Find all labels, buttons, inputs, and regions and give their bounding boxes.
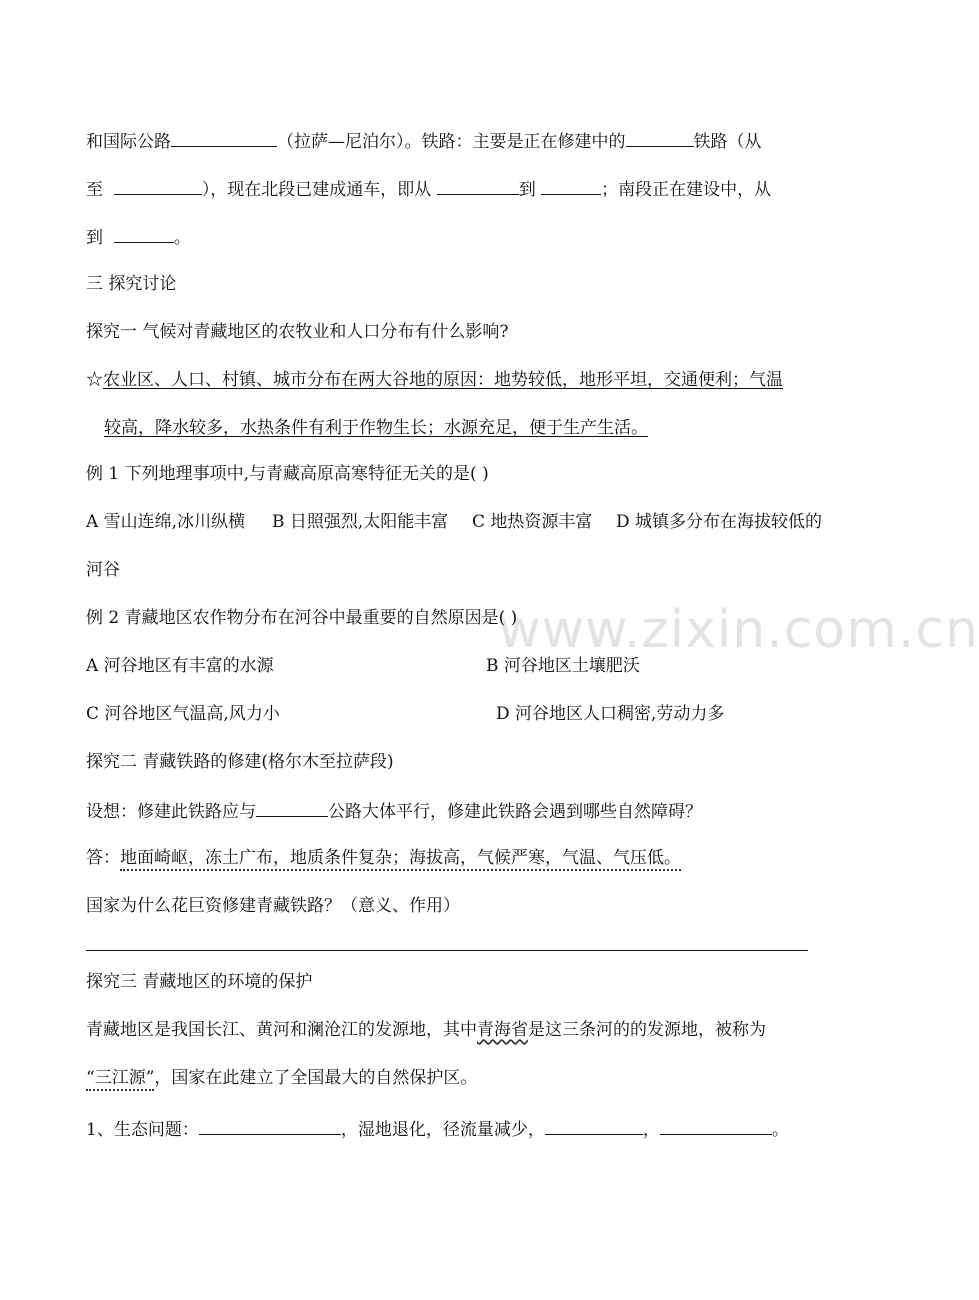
text: （拉萨—尼泊尔）。铁路：主要是正在修建中的 xyxy=(277,132,626,152)
text: ，湿地退化，径流量减少， xyxy=(340,1120,545,1140)
fill-blank[interactable] xyxy=(437,176,519,195)
answer-text: 农业区、人口、村镇、城市分布在两大谷地的原因：地势较低，地形平坦，交通便利；气温 xyxy=(103,370,783,390)
option-a[interactable]: A 河谷地区有丰富的水源 xyxy=(86,656,274,676)
answer-2-line xyxy=(86,846,681,870)
inquiry-3-heading: 探究三 青藏地区的环境的保护 xyxy=(86,972,313,992)
answer-text: 地面崎岖，冻土广布，地质条件复杂；海拔高，气候严寒，气温、气压低。 xyxy=(120,848,681,871)
highlight-text: “三江源” xyxy=(86,1068,154,1091)
text: 青藏地区是我国长江、黄河和澜沧江的发源地，其中 xyxy=(86,1020,477,1040)
fill-blank[interactable] xyxy=(541,176,601,195)
answer-text: 较高，降水较多，水热条件有利于作物生长；水源充足，便于生产生活。 xyxy=(104,418,648,438)
answer-label: 答： xyxy=(86,848,120,868)
text: 公路大体平行，修建此铁路会遇到哪些自然障碍？ xyxy=(328,802,702,822)
question-why: 国家为什么花巨资修建青藏铁路？（意义、作用） xyxy=(86,896,460,916)
text: ， xyxy=(642,1120,660,1140)
text: 至 xyxy=(86,180,103,200)
option-d[interactable]: D 城镇多分布在海拔较低的 xyxy=(616,512,823,532)
supposition-line xyxy=(86,798,702,824)
inquiry-2-heading: 探究二 青藏铁路的修建(格尔木至拉萨段) xyxy=(86,752,394,772)
option-c[interactable]: C 地热资源丰富 xyxy=(472,512,593,532)
example-1-question: 例 1 下列地理事项中,与青藏高原高寒特征无关的是( ) xyxy=(86,464,489,484)
text: 1、生态问题： xyxy=(86,1120,199,1140)
text: 到 xyxy=(518,180,536,200)
answer-line[interactable] xyxy=(86,950,808,951)
fill-blank[interactable] xyxy=(626,128,694,147)
inquiry-1-heading: 探究一 气候对青藏地区的农牧业和人口分布有什么影响? xyxy=(86,322,509,342)
text: 设想：修建此铁路应与 xyxy=(86,802,256,822)
text: 。 xyxy=(771,1120,789,1140)
fill-blank[interactable] xyxy=(199,1116,341,1135)
option-b[interactable]: B 日照强烈,太阳能丰富 xyxy=(272,512,449,532)
text: 和国际公路 xyxy=(86,132,171,152)
transport-line-3 xyxy=(86,224,191,250)
answer-1-line-2 xyxy=(104,416,648,440)
star-icon: ☆ xyxy=(86,370,103,390)
example-2-question: 例 2 青藏地区农作物分布在河谷中最重要的自然原因是( ) xyxy=(86,608,518,628)
option-d[interactable]: D 河谷地区人口稠密,劳动力多 xyxy=(496,704,725,724)
text: ；南段正在建设中，从 xyxy=(601,180,772,200)
text: 是这三条河的的发源地，被称为 xyxy=(528,1020,766,1040)
watermark: www.zixin.com.cn xyxy=(498,600,979,660)
fill-blank[interactable] xyxy=(660,1116,772,1135)
fill-blank[interactable] xyxy=(545,1116,643,1135)
fill-blank[interactable] xyxy=(114,176,202,195)
text: 铁路（从 xyxy=(693,132,762,152)
fill-blank[interactable] xyxy=(171,128,277,147)
option-b[interactable]: B 河谷地区土壤肥沃 xyxy=(486,656,640,676)
fill-blank[interactable] xyxy=(114,224,174,243)
text: 到 xyxy=(86,228,103,248)
text: 。 xyxy=(173,228,191,248)
text: ，国家在此建立了全国最大的自然保护区。 xyxy=(154,1068,478,1088)
sanjiangyuan-line-2 xyxy=(86,1066,477,1090)
fill-blank[interactable] xyxy=(256,798,328,817)
example-1-option-d-cont: 河谷 xyxy=(86,560,120,580)
option-a[interactable]: A 雪山连绵,冰川纵横 xyxy=(86,512,246,532)
answer-1-line-1 xyxy=(86,368,783,392)
text: ），现在北段已建成通车，即从 xyxy=(201,180,432,200)
sanjiangyuan-line-1 xyxy=(86,1018,766,1042)
ecology-problems-line xyxy=(86,1116,789,1142)
section-heading: 三 探究讨论 xyxy=(86,274,177,294)
transport-line-2 xyxy=(86,176,771,202)
highlight-text: 青海省 xyxy=(477,1020,528,1040)
transport-line-1 xyxy=(86,128,762,154)
option-c[interactable]: C 河谷地区气温高,风力小 xyxy=(86,704,280,724)
